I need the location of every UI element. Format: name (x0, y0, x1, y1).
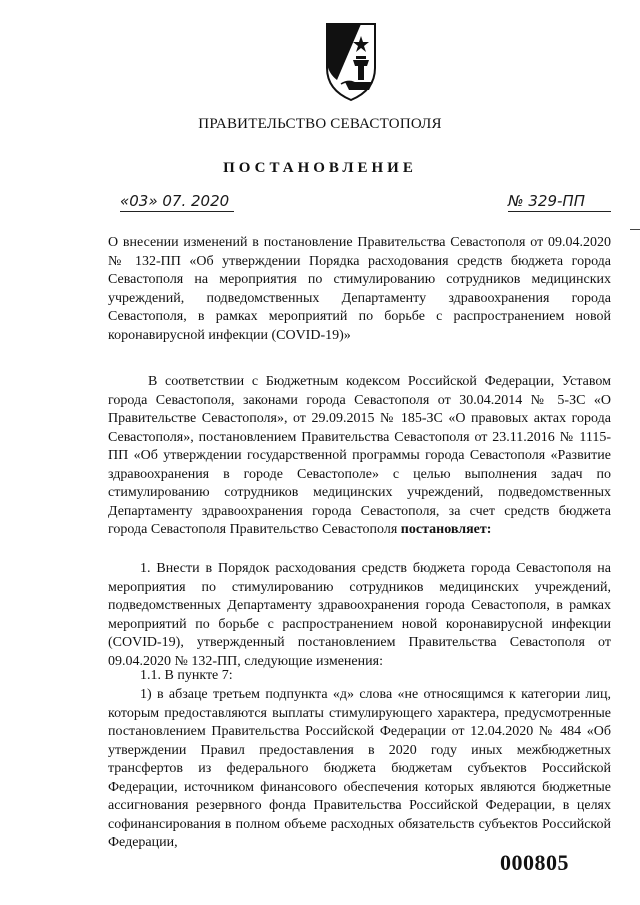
government-title: ПРАВИТЕЛЬСТВО СЕВАСТОПОЛЯ (198, 116, 442, 132)
preamble-text: В соответствии с Бюджетным кодексом Российской Федерации, Уставом города Севастополя, законами города Севастополя от 30.04.2014 № 5-ЗС «О Правительстве Севастополя», от 29.09.2015 № 185-ЗС «О правовых актах города Севастополя», постановлением Правительства Севастополя от 23.11.2016 № 1115-ПП «Об утверждении государственной программы города Севастополя «Развитие здравоохранения в городе Севастополе» с целью выполнения задач по стимулированию сотрудников медицинских учреждений, подведомственных Департаменту здравоохранения города Севастополя, за счет средств бюджета города Севастополя Правительство Севастополя (108, 374, 611, 537)
serial-number: 000805 (500, 850, 569, 875)
preamble-bold-text: постановляет: (400, 522, 492, 537)
margin-mark (630, 229, 640, 230)
preamble-paragraph (108, 373, 611, 540)
document-date-field (120, 191, 234, 212)
document-number-field (508, 191, 611, 212)
document-date: «03» 07. 2020 (120, 192, 230, 210)
item-1-1-paragraph: 1.1. В пункте 7: (140, 668, 233, 683)
sevastopol-coat-of-arms-icon (323, 20, 379, 102)
item-1-paragraph: 1. Внести в Порядок расходования средств бюджета города Севастополя на мероприятия по стимулированию сотрудников медицинских учреждений, подведомственных Департаменту здравоохранения города Севастополя, в рамках мероприятий по борьбе с распространением новой коронавирусной инфекции (COVID-19), утвержденный постановлением Правительства Севастополя от 09.04.2020 № 132-ПП, следующие изменения: (108, 561, 611, 669)
document-subject-title: О внесении изменений в постановление Правительства Севастополя от 09.04.2020 № 132-ПП «Об утверждении Порядка расходования средств бюджета города Севастополя на мероприятия по стимулированию сотрудников медицинских учреждений, подведомственных Департаменту здравоохранения города Севастополя, в рамках мероприятий по борьбе с распространением новой коронавирусной инфекции (COVID-19)» (108, 235, 611, 343)
document-number: № 329-ПП (508, 192, 585, 210)
item-1-1-1-paragraph: 1) в абзаце третьем подпункта «д» слова «не относящимся к категории лиц, которым предоставляются выплаты стимулирующего характера, предусмотренные постановлением Правительства Российской Федерации от 12.04.2020 № 484 «Об утверждении Правил предоставления в 2020 году иных межбюджетных трансфертов из федерального бюджета бюджетам субъектов Российской Федерации, источником финансового обеспечения которых являются бюджетные ассигнования резервного фонда Правительства Российской Федерации, в целях софинансирования в полном объеме расходных обязательств субъектов Российской Федерации, (108, 687, 611, 850)
document-type-heading: ПОСТАНОВЛЕНИЕ (223, 160, 417, 176)
